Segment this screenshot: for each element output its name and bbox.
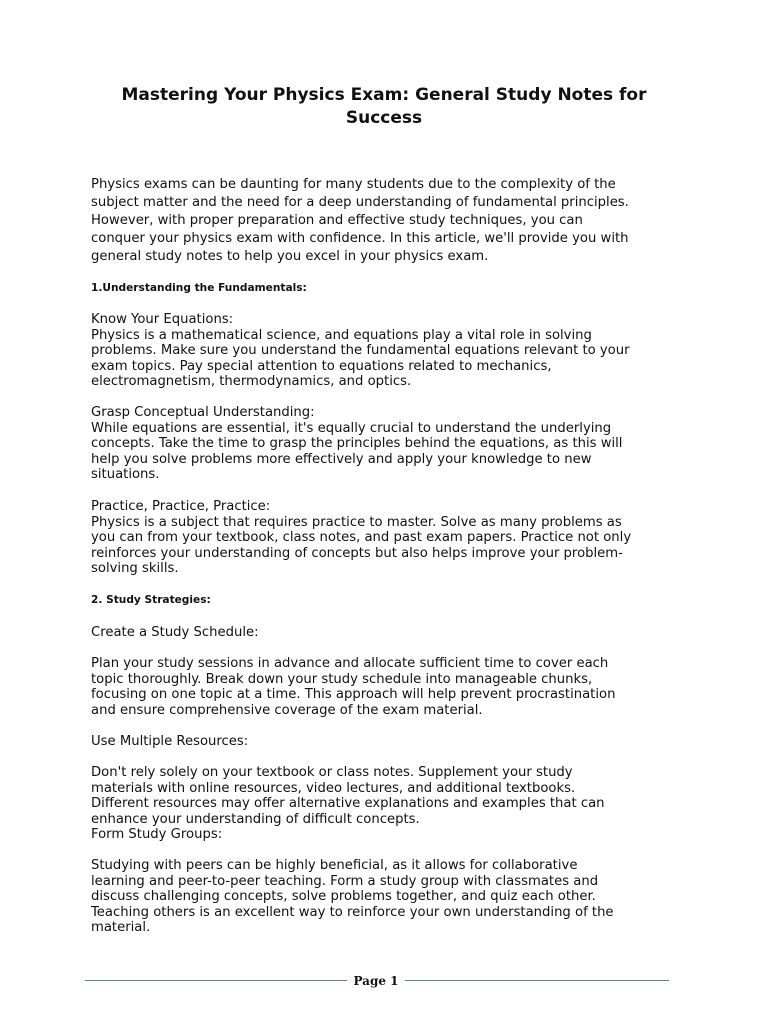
text-line: Form Study Groups: <box>91 827 223 843</box>
text-line: solving skills. <box>91 561 179 577</box>
text-line: Teaching others is an excellent way to reinforce your own understanding of the <box>91 904 614 920</box>
paragraph-study-schedule <box>91 656 691 718</box>
text-line: problems. Make sure you understand the fundamental equations relevant to your <box>91 343 630 359</box>
text-line: exam topics. Pay special attention to equations related to mechanics, <box>91 358 552 374</box>
text-line: general study notes to help you excel in your physics exam. <box>91 249 489 264</box>
text-line: Practice, Practice, Practice: <box>91 499 271 514</box>
text-line: electromagnetism, thermodynamics, and optics. <box>91 374 412 390</box>
intro-paragraph <box>91 176 691 266</box>
document-title <box>92 84 676 130</box>
text-line: topic thoroughly. Break down your study schedule into manageable chunks, <box>91 671 593 687</box>
text-line: However, with proper preparation and effective study techniques, you can <box>91 213 583 228</box>
text-line: Grasp Conceptual Understanding: <box>91 405 315 420</box>
page-number: Page 1 <box>353 974 399 988</box>
text-line: Studying with peers can be highly beneficial, as it allows for collaborative <box>91 858 578 873</box>
text-line: conquer your physics exam with confidence. In this article, we'll provide you with <box>91 231 629 246</box>
text-line: Know Your Equations: <box>91 312 234 327</box>
text-line: focusing on one topic at a time. This approach will help prevent procrastination <box>91 687 616 703</box>
text-line: Physics is a mathematical science, and equations play a vital role in solving <box>91 327 592 343</box>
text-line: you can from your textbook, class notes, and past exam papers. Practice not only <box>91 530 632 546</box>
paragraph-conceptual <box>91 405 691 483</box>
text-line: help you solve problems more effectively and apply your knowledge to new <box>91 451 592 467</box>
text-line: Different resources may offer alternative explanations and examples that can <box>91 796 605 812</box>
text-line: discuss challenging concepts, solve problems together, and quiz each other. <box>91 889 596 905</box>
text-line: material. <box>91 920 151 936</box>
text-line: Physics is a subject that requires practice to master. Solve as many problems as <box>91 514 622 530</box>
title-line: Mastering Your Physics Exam: General Study Notes for <box>121 85 647 105</box>
paragraph-study-groups <box>91 858 691 936</box>
text-line: materials with online resources, video lectures, and additional textbooks. <box>91 780 576 796</box>
section-heading-fundamentals: 1.Understanding the Fundamentals: <box>91 282 307 294</box>
text-line: subject matter and the need for a deep understanding of fundamental principles. <box>91 195 629 210</box>
text-line: and ensure comprehensive coverage of the exam material. <box>91 702 483 718</box>
text-line: Use Multiple Resources: <box>91 734 249 749</box>
text-line: Don't rely solely on your textbook or class notes. Supplement your study <box>91 765 573 780</box>
text-line: While equations are essential, it's equally crucial to understand the underlying <box>91 420 612 436</box>
paragraph-practice <box>91 499 691 577</box>
subheading-multiple-resources <box>91 734 691 750</box>
text-line: concepts. Take the time to grasp the principles behind the equations, as this will <box>91 436 623 452</box>
paragraph-multiple-resources <box>91 765 691 843</box>
text-line: learning and peer-to-peer teaching. Form a study group with classmates and <box>91 873 599 889</box>
section-heading-strategies: 2. Study Strategies: <box>91 594 211 606</box>
text-line: situations. <box>91 467 160 483</box>
text-line: Create a Study Schedule: <box>91 625 259 640</box>
title-line: Success <box>345 108 423 128</box>
page-footer <box>85 972 669 990</box>
footer-rule-left <box>85 980 347 981</box>
text-line: reinforces your understanding of concepts but also helps improve your problem- <box>91 545 623 561</box>
text-line: enhance your understanding of difficult concepts. <box>91 811 420 827</box>
text-line: Physics exams can be daunting for many students due to the complexity of the <box>91 177 616 192</box>
footer-rule-right <box>405 980 669 981</box>
subheading-study-schedule <box>91 625 691 641</box>
text-line: Plan your study sessions in advance and allocate sufficient time to cover each <box>91 656 609 671</box>
paragraph-equations <box>91 312 691 390</box>
